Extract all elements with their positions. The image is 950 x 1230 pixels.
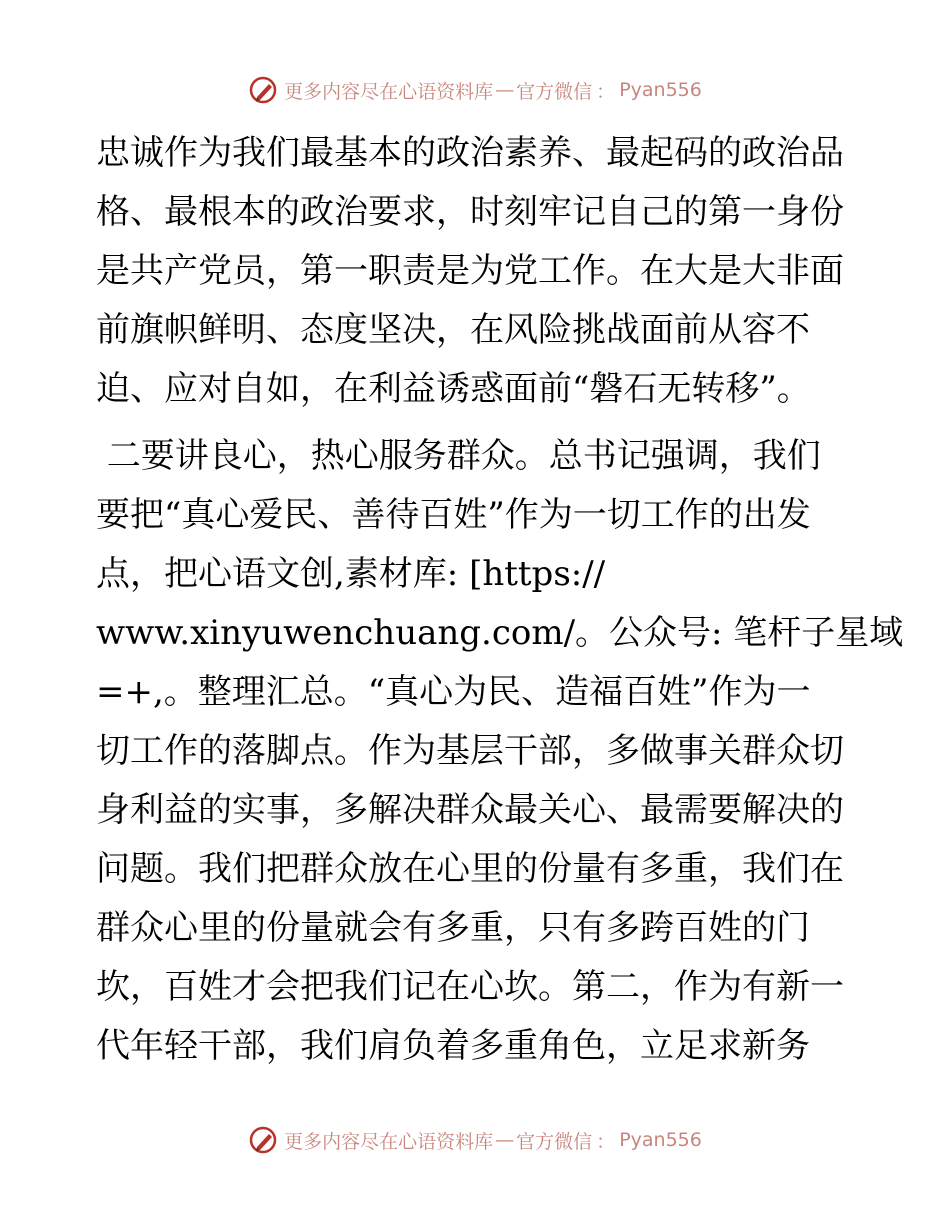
document-body bbox=[96, 124, 904, 1076]
text-line: 迫、应对自如，在利益诱惑面前“磐石无转移”。 bbox=[96, 369, 811, 409]
header-wechat-label: 官方微信 bbox=[516, 80, 593, 103]
text-line: www.xinyuwenchuang.com/。公众号: 笔杆子星域 bbox=[96, 613, 904, 653]
header-dash: — bbox=[495, 79, 515, 101]
paragraph-gap bbox=[96, 419, 866, 427]
text-line: 群众心里的份量就会有多重，只有多跨百姓的门 bbox=[96, 908, 810, 948]
text-line: 身利益的实事，多解决群众最关心、最需要解决的 bbox=[96, 790, 844, 830]
text-line: 问题。我们把群众放在心里的份量有多重，我们在 bbox=[96, 849, 844, 889]
footer-site-text: 更多内容尽在心语资料库 bbox=[284, 1130, 494, 1153]
pen-logo-icon bbox=[248, 75, 278, 105]
text-line: 坎，百姓才会把我们记在心坎。第二，作为有新一 bbox=[96, 967, 844, 1007]
text-line: 格、最根本的政治要求，时刻牢记自己的第一身份 bbox=[96, 192, 844, 232]
footer-banner bbox=[0, 1122, 950, 1158]
footer-dash: — bbox=[495, 1129, 515, 1151]
header-site-text: 更多内容尽在心语资料库 bbox=[284, 80, 494, 103]
text-line: 点，把心语文创,素材库: [https:// bbox=[96, 554, 606, 594]
text-line: 前旗帜鲜明、态度坚决，在风险挑战面前从容不 bbox=[96, 310, 810, 350]
paragraph-1 bbox=[96, 124, 866, 419]
text-line: 代年轻干部，我们肩负着多重角色，立足求新务 bbox=[96, 1026, 810, 1066]
text-line: 是共产党员，第一职责是为党工作。在大是大非面 bbox=[96, 251, 844, 291]
pen-logo-icon bbox=[248, 1125, 278, 1155]
text-line: 要把“真心爱民、善待百姓”作为一切工作的出发 bbox=[96, 495, 811, 535]
text-line: 切工作的落脚点。作为基层干部，多做事关群众切 bbox=[96, 731, 844, 771]
header-banner bbox=[0, 72, 950, 108]
header-separator: ： bbox=[596, 80, 616, 103]
header-wechat-id: Pyan556 bbox=[619, 79, 702, 101]
footer-wechat-label: 官方微信 bbox=[516, 1130, 593, 1153]
text-line: 忠诚作为我们最基本的政治素养、最起码的政治品 bbox=[96, 133, 844, 173]
footer-wechat-id: Pyan556 bbox=[619, 1129, 702, 1151]
text-line: 二要讲良心，热心服务群众。总书记强调，我们 bbox=[96, 436, 821, 476]
text-line: =+,。整理汇总。“真心为民、造福百姓”作为一 bbox=[96, 672, 811, 712]
paragraph-2 bbox=[96, 427, 904, 1076]
footer-separator: ： bbox=[596, 1130, 616, 1153]
